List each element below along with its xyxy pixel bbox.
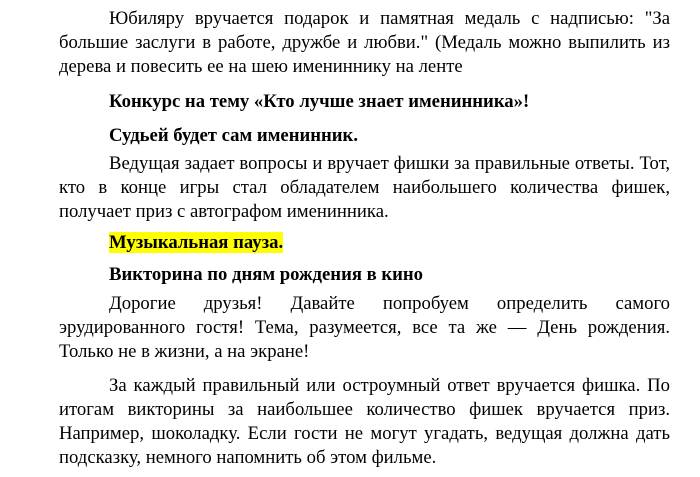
- paragraph-gift-medal: Юбиляру вручается подарок и памятная медаль с надписью: "За большие заслуги в работе, дружбе и любви." (Медаль можно выпилить из дерева и повесить ее на шею имениннику на ленте: [59, 8, 670, 77]
- paragraph-host-questions: Ведущая задает вопросы и вручает фишки за правильные ответы. Тот, кто в конце игры стал обладателем наибольшего количества фишек, получает приз с автографом именинника.: [59, 153, 670, 222]
- heading-contest: Конкурс на тему «Кто лучше знает именинника»!: [109, 91, 530, 112]
- heading-quiz: Викторина по дням рождения в кино: [109, 264, 424, 285]
- heading-music-pause: Музыкальная пауза.: [109, 232, 284, 253]
- paragraph-dear-friends: Дорогие друзья! Давайте попробуем определить самого эрудированного гостя! Тема, разумеется, все та же — День рождения. Только не в жизни, а на экране!: [59, 293, 670, 362]
- heading-judge: Судьей будет сам именинник.: [109, 125, 358, 146]
- paragraph-quiz-rules: За каждый правильный или остроумный ответ вручается фишка. По итогам викторины за наибольшее количество фишек вручается приз. Например, шоколадку. Если гости не могут угадать, ведущая должна дать подсказку, немного напомнить об этом фильме.: [59, 375, 670, 468]
- heading-music-pause-line: [109, 231, 283, 255]
